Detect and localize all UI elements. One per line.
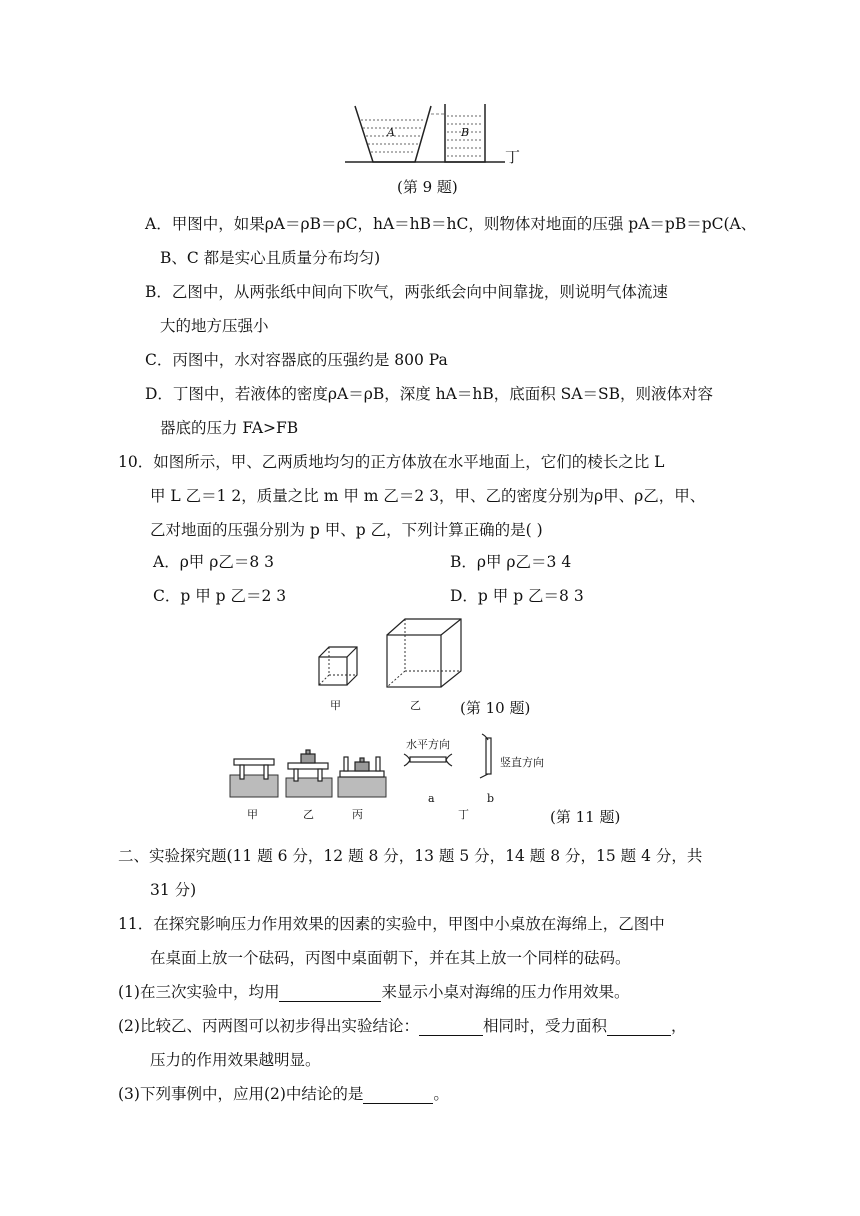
sponge-jia bbox=[230, 775, 278, 797]
q10-stem-line1: 10．如图所示，甲、乙两质地均匀的正方体放在水平地面上，它们的棱长之比 L bbox=[118, 453, 665, 471]
q9-option-b-line2: 大的地方压强小 bbox=[160, 317, 269, 335]
q9-option-d-line1: D．丁图中，若液体的密度ρA＝ρB，深度 hA＝hB，底面积 SA＝SB，则液体对容 bbox=[145, 385, 713, 403]
q11-part2-blank2[interactable] bbox=[607, 1019, 671, 1036]
fig11-label-vertical: 竖直方向 bbox=[500, 756, 544, 769]
vertical-pen-b bbox=[480, 734, 491, 778]
q11-part1-before: (1)在三次实验中，均用 bbox=[118, 983, 280, 1001]
fig11-label-horizontal: 水平方向 bbox=[406, 738, 450, 751]
fig11-caption: (第 11 题) bbox=[550, 808, 621, 826]
q11-part2-before: (2)比较乙、丙两图可以初步得出实验结论： bbox=[118, 1017, 419, 1035]
q11-part2 bbox=[118, 1016, 687, 1036]
q11-stem-line1: 11．在探究影响压力作用效果的因素的实验中，甲图中小桌放在海绵上，乙图中 bbox=[118, 915, 665, 933]
q9-option-d-line2: 器底的压力 FA>FB bbox=[160, 419, 299, 437]
q10-option-d: D．p 甲 p 乙＝8 3 bbox=[450, 587, 584, 605]
q10-stem-line2: 甲 L 乙＝1 2，质量之比 m 甲 m 乙＝2 3，甲、乙的密度分别为ρ甲、ρ乙，甲、 bbox=[150, 487, 706, 505]
figure-10-cubes bbox=[315, 615, 465, 690]
fig9-label-a: A bbox=[387, 126, 395, 139]
q9-option-a-line2: B、C 都是实心且质量分布均匀) bbox=[160, 249, 381, 267]
q10-option-c: C．p 甲 p 乙＝2 3 bbox=[153, 587, 287, 605]
horizontal-pen-a bbox=[404, 754, 452, 766]
fig11-label-jia: 甲 bbox=[247, 808, 258, 821]
q11-part3 bbox=[118, 1084, 449, 1104]
section2-title-line1: 二、实验探究题(11 题 6 分，12 题 8 分，13 题 5 分，14 题 8 分，15 题 4 分，共 bbox=[118, 847, 703, 865]
q11-part2-blank1[interactable] bbox=[419, 1019, 483, 1036]
figure-11-table-experiment bbox=[228, 745, 388, 800]
q10-option-b: B．ρ甲 ρ乙＝3 4 bbox=[450, 553, 572, 571]
q11-part2-mid: 相同时，受力面积 bbox=[482, 1017, 607, 1035]
q10-option-a: A．ρ甲 ρ乙＝8 3 bbox=[153, 553, 274, 571]
q11-stem-line2: 在桌面上放一个砝码，丙图中桌面朝下，并在其上放一个同样的砝码。 bbox=[150, 949, 631, 967]
q11-part2-line2: 压力的作用效果越明显。 bbox=[150, 1051, 321, 1069]
fig10-label-jia: 甲 bbox=[330, 699, 341, 712]
q11-part3-blank[interactable] bbox=[363, 1087, 433, 1104]
q11-part1-after: 来显示小桌对海绵的压力作用效果。 bbox=[381, 983, 630, 1001]
fig10-label-yi: 乙 bbox=[410, 699, 421, 712]
fig9-label-b: B bbox=[461, 126, 470, 139]
fig11-label-ding: 丁 bbox=[458, 808, 469, 821]
fig11-label-a: a bbox=[428, 792, 435, 805]
fig11-label-b: b bbox=[487, 792, 495, 805]
q9-option-a-line1: A．甲图中，如果ρA＝ρB＝ρC，hA＝hB＝hC，则物体对地面的压强 pA＝pB＝pC(A、 bbox=[145, 215, 757, 233]
figure-9-containers bbox=[345, 100, 530, 170]
fig10-caption: (第 10 题) bbox=[460, 699, 531, 717]
section2-title-line2: 31 分) bbox=[150, 881, 197, 899]
fig9-caption: (第 9 题) bbox=[397, 178, 458, 196]
q11-part3-before: (3)下列事例中，应用(2)中结论的是 bbox=[118, 1085, 364, 1103]
q9-option-b-line1: B．乙图中，从两张纸中间向下吹气，两张纸会向中间靠拢，则说明气体流速 bbox=[145, 283, 668, 301]
q11-part1-blank[interactable] bbox=[279, 985, 381, 1002]
q11-part3-after: 。 bbox=[433, 1085, 449, 1103]
fig11-label-bing: 丙 bbox=[352, 808, 363, 821]
fig11-label-yi: 乙 bbox=[303, 808, 314, 821]
q11-part2-after: ， bbox=[670, 1017, 687, 1035]
table-yi bbox=[288, 750, 328, 781]
q9-option-c: C．丙图中，水对容器底的压强约是 800 Pa bbox=[145, 351, 448, 369]
small-cube-jia bbox=[319, 647, 357, 685]
large-cube-yi bbox=[387, 619, 461, 687]
table-bing bbox=[340, 757, 384, 777]
sponge-bing bbox=[338, 777, 386, 797]
q10-stem-line3: 乙对地面的压强分别为 p 甲、p 乙，下列计算正确的是( ) bbox=[150, 521, 543, 539]
fig9-label-ding: 丁 bbox=[505, 148, 521, 166]
sponge-yi bbox=[286, 778, 332, 797]
q11-part1 bbox=[118, 982, 629, 1002]
